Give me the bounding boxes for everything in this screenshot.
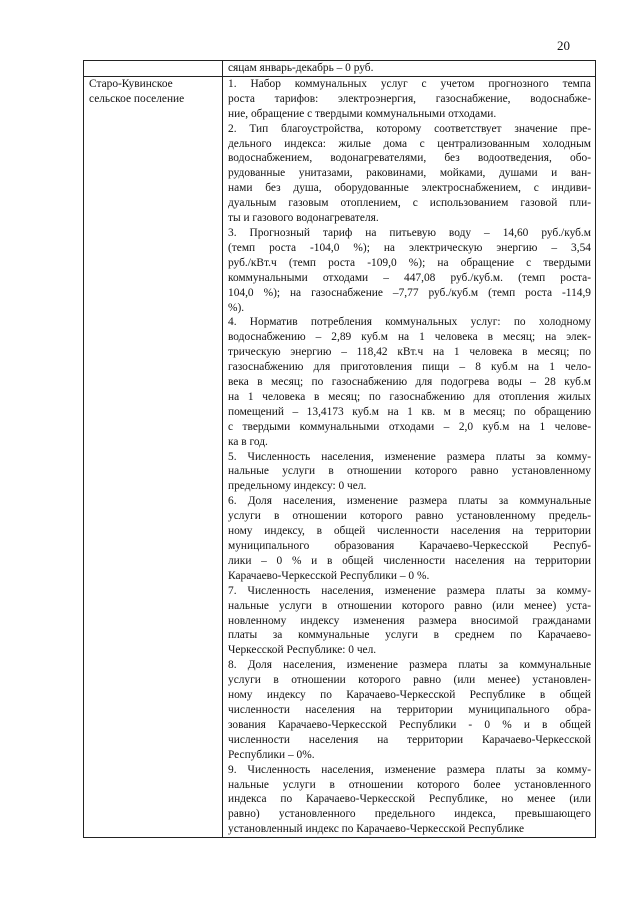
text-line: нами без душа, оборудованные электроснабжением, с индиви- [228, 182, 591, 195]
text-line: 5. Численность населения, изменение размера платы за комму- [228, 450, 591, 463]
text-line: услуги в отношении которого равно установленному предель- [228, 510, 591, 523]
text-line: Республики – 0%. [228, 748, 315, 761]
numbered-item-8 [228, 658, 591, 762]
text-line: 8. Доля населения, изменение размера платы за коммунальные [228, 659, 591, 672]
text-line: 104,0 %); на газоснабжение –7,77 руб./куб.м (темп роста -114,9 [228, 286, 591, 299]
continuation-left-cell [84, 61, 223, 77]
text-line: ние, обращение с твердыми коммунальными отходами. [228, 107, 497, 120]
text-line: нальные услуги в отношении которого более установленного [228, 778, 591, 791]
text-line: установленный индекс по Карачаево-Черкесской Республике [228, 823, 524, 836]
numbered-item-5 [228, 450, 591, 495]
text-line: помещений – 13,4173 куб.м на 1 кв. м в месяц; по обращению [228, 405, 591, 418]
text-line: 2. Тип благоустройства, которому соответствует значение пре- [228, 122, 591, 135]
settlement-name-line: Старо-Кувинское [89, 77, 173, 90]
text-line: ка в год. [228, 435, 268, 448]
numbered-item-4 [228, 315, 591, 449]
text-line: новленному индексу изменения размера вносимой гражданами [228, 614, 591, 627]
continuation-row [84, 61, 596, 77]
text-line: 1. Набор коммунальных услуг с учетом прогнозного темпа [228, 77, 591, 90]
tariff-table [83, 60, 596, 838]
text-line: равно) установленного предельного индекса, превышающего [228, 808, 591, 821]
numbered-item-7 [228, 584, 591, 659]
text-line: численности населения на территории муниципального обра- [228, 703, 591, 716]
text-line: рудованные унитазами, раковинами, мойками, душами и ван- [228, 167, 591, 180]
numbered-item-9 [228, 763, 591, 838]
settlement-row [84, 76, 596, 837]
text-line: дельного индекса: жилые дома с централизованным холодным [228, 137, 591, 150]
text-line: %). [228, 301, 245, 314]
text-line: роста тарифов: электроэнергия, газоснабжение, водоснабже- [228, 92, 591, 105]
text-line: 3. Прогнозный тариф на питьевую воду – 14,60 руб./куб.м [228, 226, 591, 239]
numbered-item-1 [228, 77, 591, 122]
settlement-details-cell [223, 76, 596, 837]
text-line: нальные услуги в отношении которого равно установленному [228, 465, 591, 478]
text-line: водоснабжением, водонагревателями, без водоотведения, обо- [228, 152, 591, 165]
text-line: коммунальными отходами – 447,08 руб./куб.м. (темп роста- [228, 271, 591, 284]
text-line: муниципального образования Карачаево-Черкесской Респуб- [228, 540, 591, 552]
text-line: с твердыми коммунальными отходами – 2,0 куб.м на 1 челове- [228, 420, 591, 433]
text-line: 6. Доля населения, изменение размера платы за коммунальные [228, 495, 591, 508]
text-line: ты и газового водонагревателя. [228, 212, 379, 225]
continuation-text: сяцам январь-декабрь – 0 руб. [228, 62, 374, 74]
text-line: ному индексу по Карачаево-Черкесской Республике в общей [228, 689, 591, 702]
text-line: дуальным газовым отоплением, с использованием газовой пли- [228, 197, 591, 210]
text-line: века в месяц; по газоснабжению для подогрева воды – 28 куб.м [228, 376, 591, 389]
text-line: на 1 человека в месяц; по газоснабжению для отопления жилых [228, 390, 591, 403]
numbered-item-3 [228, 226, 591, 315]
numbered-item-2 [228, 122, 591, 226]
text-line: (темп роста -104,0 %); на электрическую энергию – 3,54 [228, 241, 591, 254]
numbered-item-6 [228, 494, 591, 583]
text-line: индекса по Карачаево-Черкесской Республике, но менее (или [228, 793, 591, 806]
text-line: нальные услуги в отношении которого равно (или менее) уста- [228, 599, 591, 612]
text-line: руб./кВт.ч (темп роста -109,0 %); на обращение с твердыми [228, 256, 591, 269]
text-line: платы за коммунальные услуги в среднем по Карачаево- [228, 629, 591, 642]
numbered-items [228, 77, 591, 837]
text-line: зования Карачаево-Черкесской Республики - 0 % и в общей [228, 718, 591, 731]
text-line: услуги в отношении которого равно (или менее) установлен- [228, 674, 591, 687]
text-line: трическую энергию – 118,42 кВт.ч на 1 человека в месяц; по [228, 346, 591, 359]
text-line: 7. Численность населения, изменение размера платы за комму- [228, 584, 591, 597]
continuation-cell [223, 61, 596, 77]
text-line: предельному индексу: 0 чел. [228, 480, 367, 493]
page-number: 20 [557, 38, 570, 53]
text-line: численности населения на территории Карачаево-Черкесской [228, 733, 591, 746]
settlement-name-cell [84, 76, 223, 837]
text-line: Карачаево-Черкесской Республики – 0 %. [228, 569, 430, 582]
text-line: водоснабжению – 2,89 куб.м на 1 человека в месяц; на элек- [228, 331, 591, 344]
text-line: ному индексу, в общей численности населения на территории [228, 525, 591, 538]
text-line: лики – 0 % и в общей численности населения на территории [228, 554, 591, 567]
text-line: Черкесской Республике: 0 чел. [228, 644, 377, 657]
text-line: 9. Численность населения, изменение размера платы за комму- [228, 763, 591, 776]
text-line: 4. Норматив потребления коммунальных услуг: по холодному [228, 316, 591, 329]
text-line: газоснабжению для приготовления пищи – 8 куб.м на 1 чело- [228, 361, 591, 374]
settlement-name-line: сельское поселение [89, 92, 185, 105]
